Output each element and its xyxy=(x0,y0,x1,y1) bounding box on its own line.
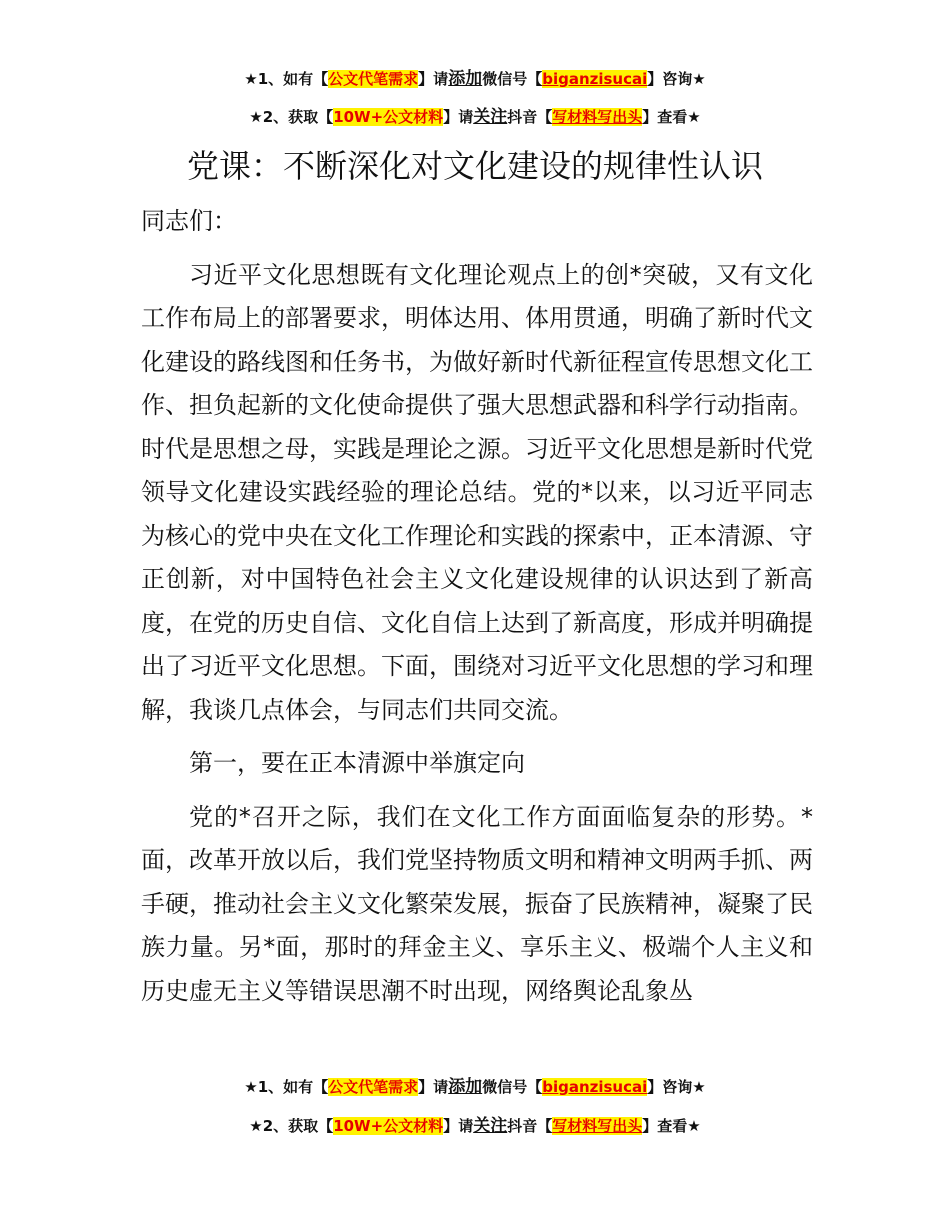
banner-emphasis: 添加 xyxy=(448,69,483,89)
banner-emphasis: 关注 xyxy=(473,1116,508,1136)
banner-text: ★1、如有【 xyxy=(244,70,329,88)
banner-text: 抖音【 xyxy=(507,108,553,126)
banner-emphasis: 添加 xyxy=(448,1077,483,1097)
highlight-wechat-id: biganzisucai xyxy=(542,1078,648,1096)
banner-text: 微信号【 xyxy=(482,70,543,88)
highlight-materials: 10W+公文材料 xyxy=(333,108,444,126)
banner-text: 】请 xyxy=(443,108,474,126)
banner-text: 】请 xyxy=(418,1078,449,1096)
footer-banner-line-2 xyxy=(0,1115,950,1137)
highlight-service: 公文代笔需求 xyxy=(328,70,419,88)
paragraph-section-1: 党的*召开之际，我们在文化工作方面面临复杂的形势。*面，改革开放以后，我们党坚持物质文明和精神文明两手抓、两手硬，推动社会主义文化繁荣发展，振奋了民族精神，凝聚了民族力量。另*面，那时的拜金主义、享乐主义、极端个人主义和历史虚无主义等错误思潮不时出现，网络舆论乱象丛 xyxy=(141,802,813,1005)
highlight-materials: 10W+公文材料 xyxy=(333,1117,444,1135)
banner-text: 微信号【 xyxy=(482,1078,543,1096)
footer-banner-line-1 xyxy=(0,1076,950,1098)
highlight-douyin-id: 写材料写出头 xyxy=(552,1117,643,1135)
paragraph-intro: 习近平文化思想既有文化理论观点上的创*突破，又有文化工作布局上的部署要求，明体达用、体用贯通，明确了新时代文化建设的路线图和任务书，为做好新时代新征程宣传思想文化工作、担负起新的文化使命提供了强大思想武器和科学行动指南。时代是思想之母，实践是理论之源。习近平文化思想是新时代党领导文化建设实践经验的理论总结。党的*以来，以习近平同志为核心的党中央在文化工作理论和实践的探索中，正本清源、守正创新，对中国特色社会主义文化建设规律的认识达到了新高度，在党的历史自信、文化自信上达到了新高度，形成并明确提出了习近平文化思想。下面，围绕对习近平文化思想的学习和理解，我谈几点体会，与同志们共同交流。 xyxy=(141,260,813,724)
header-banner-line-1 xyxy=(0,68,950,90)
banner-text: 】查看★ xyxy=(642,1117,701,1135)
document-body xyxy=(141,200,813,1023)
header-banner-line-2 xyxy=(0,106,950,128)
banner-text: 】查看★ xyxy=(642,108,701,126)
banner-text: 】咨询★ xyxy=(647,70,706,88)
banner-text: ★2、获取【 xyxy=(249,1117,334,1135)
greeting: 同志们： xyxy=(141,207,237,235)
banner-text: ★2、获取【 xyxy=(249,108,334,126)
section-heading-1: 第一，要在正本清源中举旗定向 xyxy=(189,749,525,777)
banner-emphasis: 关注 xyxy=(473,107,508,127)
highlight-douyin-id: 写材料写出头 xyxy=(552,108,643,126)
banner-text: 】请 xyxy=(418,70,449,88)
banner-text: 】请 xyxy=(443,1117,474,1135)
document-title: 党课：不断深化对文化建设的规律性认识 xyxy=(186,147,763,185)
highlight-wechat-id: biganzisucai xyxy=(542,70,648,88)
highlight-service: 公文代笔需求 xyxy=(328,1078,419,1096)
banner-text: 】咨询★ xyxy=(647,1078,706,1096)
banner-text: ★1、如有【 xyxy=(244,1078,329,1096)
banner-text: 抖音【 xyxy=(507,1117,553,1135)
